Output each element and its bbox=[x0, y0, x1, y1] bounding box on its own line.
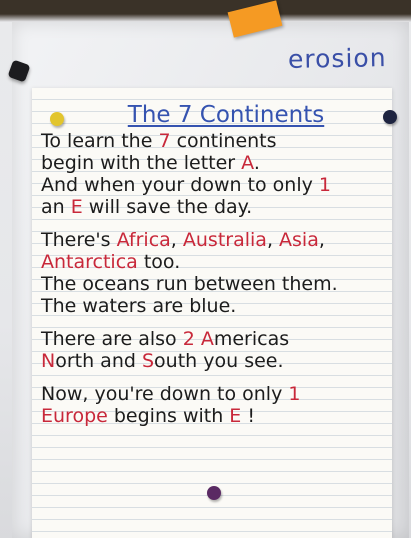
poem bbox=[41, 100, 391, 427]
poem-line-2: begin with the letter A. bbox=[41, 152, 260, 174]
poem-line-12: Europe begins with E ! bbox=[41, 405, 255, 427]
poem-line-6: Antarctica too. bbox=[41, 251, 181, 273]
purple-pushpin bbox=[207, 486, 221, 500]
poem-line-11: Now, you're down to only 1 bbox=[41, 383, 301, 405]
poem-line-7: The oceans run between them. bbox=[41, 273, 338, 295]
poem-line-8: The waters are blue. bbox=[41, 295, 237, 317]
poem-line-1: To learn the 7 continents bbox=[41, 130, 277, 152]
board-word: erosion bbox=[287, 43, 387, 74]
poem-line-9: There are also 2 Americas bbox=[41, 328, 290, 350]
poem-line-5: There's Africa, Australia, Asia, bbox=[41, 229, 325, 251]
poem-line-4: an E will save the day. bbox=[41, 196, 253, 218]
poem-line-3: And when your down to only 1 bbox=[41, 174, 331, 196]
poem-line-10: North and South you see. bbox=[41, 350, 284, 372]
poster-title: The 7 Continents bbox=[127, 102, 325, 128]
